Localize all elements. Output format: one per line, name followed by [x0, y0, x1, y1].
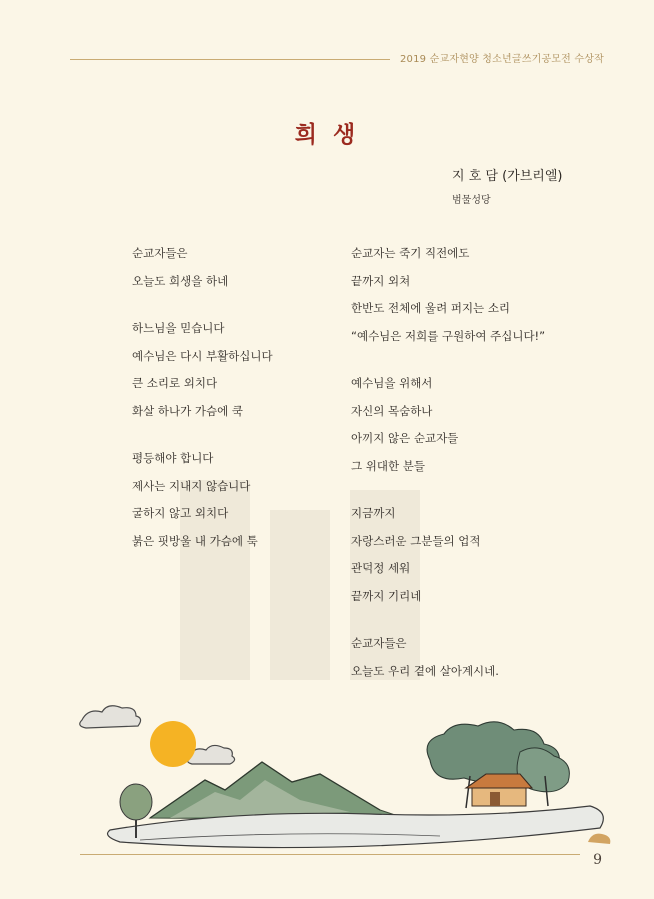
sun-icon	[150, 721, 196, 767]
stanza	[132, 243, 273, 298]
stanza	[132, 448, 273, 558]
stanza	[132, 318, 273, 428]
poem-line: 한반도 전체에 울려 퍼지는 소리	[351, 301, 511, 315]
poem-line: 제사는 지내지 않습니다	[132, 478, 251, 493]
mountains-icon	[150, 762, 410, 820]
landscape-illustration	[0, 690, 654, 860]
poem-line: 관덕정 세워	[351, 561, 411, 575]
header-divider	[70, 59, 390, 60]
poem-line: “예수님은 저희를 구원하여 주십니다!”	[351, 328, 546, 343]
poem-line: 예수님을 위해서	[351, 376, 433, 390]
stanza	[351, 633, 545, 688]
page-number: 9	[593, 852, 602, 868]
poem-line: 하느님을 믿습니다	[132, 321, 225, 335]
footer-divider	[80, 854, 580, 855]
poem-left-column	[132, 243, 273, 578]
poem-title: 희 생	[294, 122, 360, 148]
poem-line: 예수님은 다시 부활하십니다	[132, 348, 273, 363]
poem-line: 붉은 핏방울 내 가슴에 툭	[132, 533, 258, 548]
stanza	[351, 503, 545, 613]
poem-line: 자랑스러운 그분들의 업적	[351, 533, 481, 548]
author-name: 지 호 담 (가브리엘)	[452, 169, 563, 184]
poem-line: 끝까지 기리네	[351, 588, 422, 603]
poem-line: 순교자는 죽기 직전에도	[351, 246, 470, 260]
rock-icon	[588, 834, 610, 844]
poem-line: 순교자들은	[132, 246, 188, 260]
header-title: 2019 순교자현양 청소년글쓰기공모전 수상작	[399, 54, 604, 65]
poem-line: 지금까지	[351, 506, 396, 520]
poem-right-column	[351, 243, 545, 708]
cloud-icon	[80, 706, 141, 728]
poem-line: 자신의 목숨하나	[351, 403, 433, 418]
stanza	[351, 373, 545, 483]
poem-line: 그 위대한 분들	[351, 458, 425, 473]
author-parish: 범물성당	[452, 195, 491, 206]
poem-line: 평등해야 합니다	[132, 451, 214, 465]
stanza	[351, 243, 545, 353]
poem-line: 순교자들은	[351, 636, 407, 650]
poem-line: 아끼지 않은 순교자들	[351, 431, 459, 445]
poem-line: 화살 하나가 가슴에 쿡	[132, 403, 243, 418]
poem-line: 오늘도 우리 곁에 살아계시네.	[351, 663, 499, 678]
poem-line: 큰 소리로 외치다	[132, 376, 218, 390]
poem-line: 굴하지 않고 외치다	[132, 506, 229, 520]
poem-line: 오늘도 희생을 하네	[132, 273, 229, 288]
poem-line: 끝까지 외쳐	[351, 273, 411, 288]
